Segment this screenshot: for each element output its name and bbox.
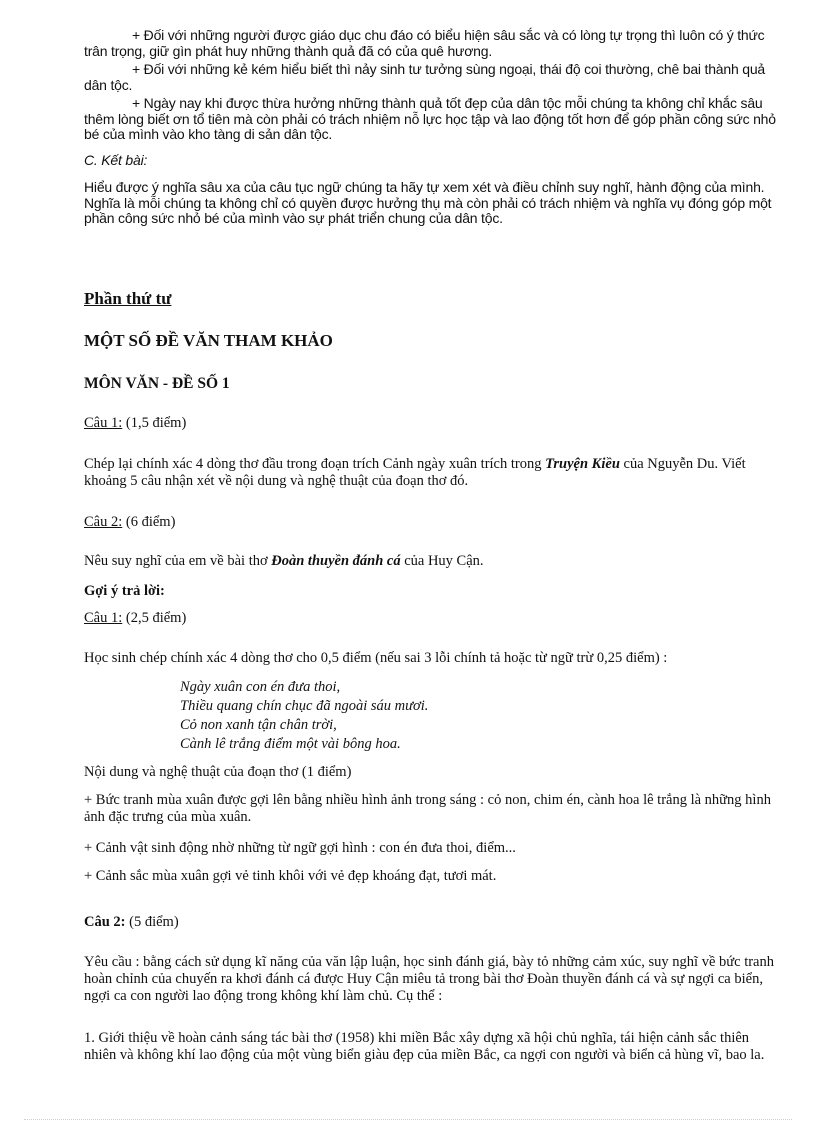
- conclusion-text: Hiểu được ý nghĩa sâu xa của câu tục ngữ chúng ta hãy tự xem xét và điều chỉnh suy nghĩ, hành động của mình. Nghĩa là mỗi chúng ta không chỉ có quyền được hưởng thụ mà còn phải có trách nhiệm và nghĩa vụ đóng góp một phần công sức nhỏ bé của mình vào sự phát triển chung của dân tộc.: [84, 179, 772, 226]
- answer-heading: Gợi ý trả lời:: [84, 583, 165, 599]
- answer-1-label: Câu 1:: [84, 610, 123, 626]
- answer-1-header: [84, 610, 784, 627]
- question-1-text: [84, 456, 784, 490]
- answer-2-requirement: Yêu cầu : bằng cách sử dụng kĩ năng của văn lập luận, học sinh đánh giá, bày tỏ những cảm xúc, suy nghĩ về bức tranh hoàn chỉnh của chuyến ra khơi đánh cá được Huy Cận miêu tả trong bài thơ Đoàn thuyền đánh cá và sự ngợi ca biển, ngợi ca con người lao động trong không khí làm chủ. Cụ thể :: [84, 954, 774, 1004]
- poem-line: Cành lê trắng điểm một vài bông hoa.: [180, 736, 401, 752]
- answer-2-header: [84, 914, 784, 931]
- bullet-spring-image: + Bức tranh mùa xuân được gợi lên bằng nhiều hình ảnh trong sáng : cỏ non, chim én, cành hoa lê trắng là những hình ảnh đặc trưng của mùa xuân.: [84, 792, 771, 825]
- answer-1-text: Học sinh chép chính xác 4 dòng thơ cho 0,5 điểm (nếu sai 3 lỗi chính tả hoặc từ ngữ trừ 0,25 điểm) :: [84, 650, 668, 666]
- section-title: MỘT SỐ ĐỀ VĂN THAM KHẢO: [84, 331, 333, 350]
- paragraph-respect: + Đối với những người được giáo dục chu đáo có biểu hiện sâu sắc và có lòng tự trọng thì luôn có ý thức trân trọng, giữ gìn phát huy những thành quả đã có của quê hương.: [84, 27, 765, 59]
- question-2-text: [84, 553, 784, 570]
- question-2-score: (6 điểm): [122, 514, 176, 530]
- bullet-fresh-beauty: + Cảnh sắc mùa xuân gợi vẻ tinh khôi với vẻ đẹp khoáng đạt, tươi mát.: [84, 868, 497, 884]
- question-2-header: [84, 514, 784, 531]
- page-bottom-divider: [24, 1119, 792, 1120]
- answer-1-score: (2,5 điểm): [122, 610, 187, 626]
- poem-line: Thiều quang chín chục đã ngoài sáu mươi.: [180, 698, 429, 714]
- question-1-text-a: Chép lại chính xác 4 dòng thơ đầu trong đoạn trích Cảnh ngày xuân trích trong: [84, 456, 546, 472]
- question-1-score: (1,5 điểm): [122, 415, 187, 431]
- question-1-text-b: của Nguyễn Du. Viết khoảng 5 câu nhận xét về nội dung và nghệ thuật của đoạn thơ đó.: [84, 456, 746, 489]
- content-label: Nội dung và nghệ thuật của đoạn thơ (1 điểm): [84, 764, 352, 780]
- poem-line: Ngày xuân con én đưa thoi,: [180, 679, 341, 695]
- exam-subtitle: MÔN VĂN - ĐỀ SỐ 1: [84, 375, 230, 392]
- paragraph-ignorance: + Đối với những kẻ kém hiểu biết thì nảy sinh tư tưởng sùng ngoại, thái độ coi thường, chê bai thành quả dân tộc.: [84, 61, 766, 93]
- poem-excerpt: [180, 678, 680, 754]
- paragraph-today: + Ngày nay khi được thừa hưởng những thành quả tốt đẹp của dân tộc mỗi chúng ta không chỉ khắc sâu thêm lòng biết ơn tổ tiên mà còn phải có trách nhiệm nỗ lực học tập và lao động tốt hơn để góp phần công sức nhỏ bé của mình vào kho tàng di sản dân tộc.: [84, 95, 776, 142]
- poem-line: Cỏ non xanh tận chân trời,: [180, 717, 337, 733]
- answer-2-point-1: 1. Giới thiệu về hoàn cảnh sáng tác bài thơ (1958) khi miền Bắc xây dựng xã hội chủ nghĩa, tái hiện cảnh sắc thiên nhiên và không khí lao động của một vùng biển giàu đẹp của miền Bắc, ca ngợi con người và biển cả hùng vĩ, bao la.: [84, 1030, 765, 1063]
- answer-2-label: Câu 2:: [84, 914, 126, 930]
- question-2-text-a: Nêu suy nghĩ của em về bài thơ: [84, 553, 272, 569]
- answer-2-score: (5 điểm): [125, 914, 179, 930]
- question-2-text-b: của Huy Cận.: [400, 553, 484, 569]
- question-2-work: Đoàn thuyền đánh cá: [271, 553, 401, 569]
- question-1-work: Truyện Kiều: [545, 456, 620, 472]
- bullet-lively-scene: + Cảnh vật sinh động nhờ những từ ngữ gợi hình : con én đưa thoi, điểm...: [84, 840, 516, 856]
- question-2-label: Câu 2:: [84, 514, 123, 530]
- question-1-label: Câu 1:: [84, 415, 123, 431]
- section-heading: Phần thứ tư: [84, 289, 172, 308]
- question-1-header: [84, 415, 784, 432]
- conclusion-label: C. Kết bài:: [84, 152, 148, 168]
